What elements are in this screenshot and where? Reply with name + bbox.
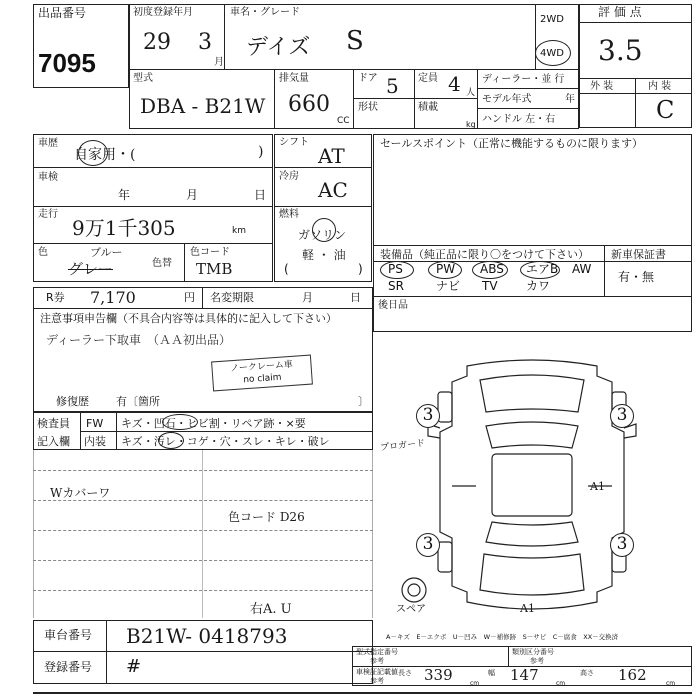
history-box <box>33 134 273 168</box>
chassis-value: B21W- 0418793 <box>126 624 288 648</box>
equipment-item: カワ <box>526 279 551 293</box>
displacement-value: 660 <box>288 92 330 117</box>
spec-designated-ref: 参考 <box>370 657 384 665</box>
recycle-value: 7,170 <box>90 288 136 307</box>
displacement-unit: CC <box>337 116 350 126</box>
color-value: ブルー <box>90 246 123 259</box>
color-struck: グレー <box>68 260 114 278</box>
mileage-value: 9万1千305 <box>72 216 176 240</box>
registration-value: # <box>126 656 142 677</box>
note-w-cover: Wカバーワ <box>50 486 111 500</box>
fuel-diesel: 軽 ・ 油 <box>302 248 346 262</box>
rating-exterior-label: 外 装 <box>590 81 614 92</box>
aftermarket-label: 後日品 <box>378 300 408 311</box>
mark-a1-rear: A1 <box>520 602 535 615</box>
damage-legend: A－キズ E－エクボ U－凹み W－補修跡 S－サビ C－腐食 XX－交換済 <box>386 633 619 641</box>
spec-length-unit: cm <box>470 680 480 687</box>
color-code-label: 色コード <box>190 247 230 258</box>
repair-close: 〕 <box>358 395 369 408</box>
spec-width-label: 幅 <box>488 669 495 677</box>
spec-category-label: 類別区分番号 <box>512 648 554 656</box>
doors-label: ドア <box>358 73 378 84</box>
notes-label: 注意事項申告欄（不具合内容等は具体的に記入して下さい） <box>40 312 337 325</box>
recycle-label: R券 <box>46 291 65 304</box>
shift-value: AT <box>318 144 345 168</box>
entry-label: 記入欄 <box>37 435 70 448</box>
equipment-abs-circle <box>472 261 508 279</box>
car-trunk <box>480 554 584 595</box>
handle-label: ハンドル 左・右 <box>482 114 556 125</box>
rating-interior-value: C <box>656 96 675 124</box>
load-unit: kg <box>466 120 476 129</box>
equipment-label: 装備品（純正品に限り〇をつけて下さい） <box>380 248 589 261</box>
spec-length-value: 339 <box>424 666 453 684</box>
shift-label: シフト <box>279 137 309 148</box>
spec-designated-label: 型式指定番号 <box>356 648 398 656</box>
spare-tire <box>402 578 426 602</box>
spec-height-unit: cm <box>666 680 676 687</box>
shape-label: 形状 <box>358 102 378 113</box>
color-code-value: TMB <box>196 260 233 278</box>
spare-tire-hub <box>408 584 420 596</box>
inspection-label: 車検 <box>38 172 58 183</box>
inspection-month: 月 <box>186 188 199 202</box>
history-circle <box>78 140 108 166</box>
lot-number-value: 7095 <box>38 48 96 78</box>
spec-cert-ref: 参考 <box>370 677 384 685</box>
car-name-value: デイズ <box>246 35 311 60</box>
fuel-gas-circle <box>312 218 336 242</box>
equipment-item: SR <box>388 279 404 293</box>
grade-rear-right: 3 <box>610 533 634 557</box>
spec-category-ref: 参考 <box>530 657 544 665</box>
equipment-airbag-circle <box>520 261 560 279</box>
spec-width-unit: cm <box>556 680 566 687</box>
load-label: 積載 <box>418 102 438 113</box>
equipment-ps-circle <box>380 261 414 279</box>
doors-value: 5 <box>386 74 399 98</box>
inspector-label: 検査員 <box>37 417 70 430</box>
rating-score: 3.5 <box>598 34 643 67</box>
mileage-unit: km <box>232 226 246 236</box>
first-registration-label: 初度登録年月 <box>133 7 193 18</box>
inspector-fw-text: キズ・凹石・ヒビ割・リペア跡・×要 <box>121 417 306 430</box>
history-value: 自家用・( <box>74 147 136 163</box>
grade-front-left: 3 <box>416 404 440 428</box>
capacity-label: 定員 <box>418 73 438 84</box>
ac-value: AC <box>318 178 348 202</box>
spec-v-divider <box>508 646 509 666</box>
repair-label: 修復歴 <box>56 395 89 408</box>
grade-rear-left: 3 <box>416 533 440 557</box>
spare-label: スペア <box>396 604 426 615</box>
name-change-month: 月 <box>302 291 313 304</box>
repair-value: 有〔箇所 <box>116 395 160 408</box>
no-claim-en: no claim <box>242 372 282 386</box>
drive-4wd-circle <box>535 40 571 66</box>
capacity-unit: 人 <box>466 88 476 98</box>
wheel-rear-left <box>438 542 452 572</box>
notes-line-5 <box>33 590 373 591</box>
inspection-box <box>33 167 273 207</box>
inspection-day: 日 <box>254 188 267 202</box>
chassis-label: 車台番号 <box>44 628 93 642</box>
grade-front-right: 3 <box>610 404 634 428</box>
spec-height-value: 162 <box>618 666 647 684</box>
car-name-label: 車名・グレード <box>230 7 300 18</box>
model-value: DBA - B21W <box>140 94 266 118</box>
dealer-divider-1 <box>477 88 579 89</box>
dealer-divider-2 <box>477 108 579 109</box>
warranty-value: 有・無 <box>618 270 655 284</box>
inspector-h <box>80 431 373 432</box>
notes-area-left <box>33 450 34 618</box>
displacement-label: 排気量 <box>279 73 309 84</box>
equipment-item: ナビ <box>436 279 461 293</box>
inspection-year: 年 <box>118 188 131 202</box>
warranty-divider <box>604 261 692 262</box>
mileage-label: 走行 <box>38 209 58 220</box>
note-color-code: 色コード D26 <box>228 510 305 524</box>
name-change-label: 名変期限 <box>210 291 254 304</box>
bottom-edge <box>33 692 692 694</box>
wheel-front-left <box>438 392 452 422</box>
equipment-item: PS <box>388 262 403 276</box>
car-windshield <box>486 422 578 448</box>
drive-4wd: 4WD <box>540 48 564 59</box>
rating-divider-3 <box>635 78 636 128</box>
rating-divider <box>579 22 692 23</box>
equipment-pw-circle <box>428 261 462 279</box>
rating-label: 評 価 点 <box>598 5 642 19</box>
equipment-item: ABS <box>480 262 504 276</box>
aftermarket-box <box>373 296 692 332</box>
registration-label: 登録番号 <box>44 660 93 674</box>
rating-divider-4 <box>579 93 692 94</box>
notes-area-vertical <box>202 450 203 618</box>
fuel-open: ( <box>284 262 289 276</box>
sales-point-label: セールスポイント（正常に機能するものに限ります） <box>380 137 644 150</box>
car-grade-value: S <box>346 26 364 56</box>
equipment-item: AW <box>572 262 592 276</box>
model-year-label: モデル年式 <box>482 94 532 105</box>
history-close: ) <box>258 144 264 160</box>
recycle-unit: 円 <box>184 291 195 304</box>
name-change-day: 日 <box>350 291 361 304</box>
first-registration-month-unit: 月 <box>214 57 224 68</box>
inspector-fw: FW <box>86 417 104 430</box>
color-change-label: 色替 <box>152 258 172 269</box>
dealer-label: ディーラー・並 行 <box>482 74 565 85</box>
model-label: 型式 <box>133 73 153 84</box>
inspector-fw-circle <box>162 414 198 430</box>
car-roof <box>492 454 572 516</box>
spec-height-label: 高さ <box>580 669 594 677</box>
car-rear-window <box>486 522 578 546</box>
fuel-close: ) <box>358 262 363 276</box>
capacity-value: 4 <box>448 72 461 96</box>
spec-width-value: 147 <box>510 666 539 684</box>
warranty-label: 新車保証書 <box>611 248 666 261</box>
notes-text: ディーラー下取車 （ＡＡ初出品） <box>46 333 232 347</box>
fuel-gas: ガソリン <box>298 228 347 242</box>
notes-line-3 <box>33 530 373 531</box>
no-claim-jp: ノークレーム車 <box>229 359 294 375</box>
first-registration-year: 29 <box>143 30 171 55</box>
inspector-int: 内装 <box>84 435 106 448</box>
equipment-item: PW <box>436 262 456 276</box>
inspector-int-circle <box>158 432 184 449</box>
spec-length-label: 長さ <box>398 669 412 677</box>
model-year-unit: 年 <box>565 94 575 105</box>
spec-cert-label: 車検証記載値 <box>356 668 398 676</box>
equipment-item: エアB <box>526 262 559 276</box>
drive-2wd: 2WD <box>540 14 564 25</box>
inspector-int-text: キズ・汚レ・コゲ・穴・スレ・キレ・破レ <box>121 435 330 448</box>
notes-line-4 <box>33 560 373 561</box>
fuel-label: 燃料 <box>279 209 299 220</box>
lot-number-label: 出品番号 <box>38 6 87 20</box>
note-right-a-u: 右A. U <box>250 602 292 617</box>
history-label: 車歴 <box>38 138 58 149</box>
equipment-item: TV <box>482 279 498 293</box>
rating-interior-label: 内 装 <box>648 81 672 92</box>
car-hood <box>480 375 584 412</box>
car-diagram <box>372 336 692 636</box>
mark-pro-guard: プロガード <box>379 438 426 454</box>
sales-point-box <box>373 134 692 246</box>
ac-label: 冷房 <box>279 171 299 182</box>
color-label: 色 <box>38 247 48 258</box>
mark-a1-right: A1 <box>590 480 605 493</box>
first-registration-month: 3 <box>198 30 212 55</box>
notes-line-1 <box>33 470 373 471</box>
